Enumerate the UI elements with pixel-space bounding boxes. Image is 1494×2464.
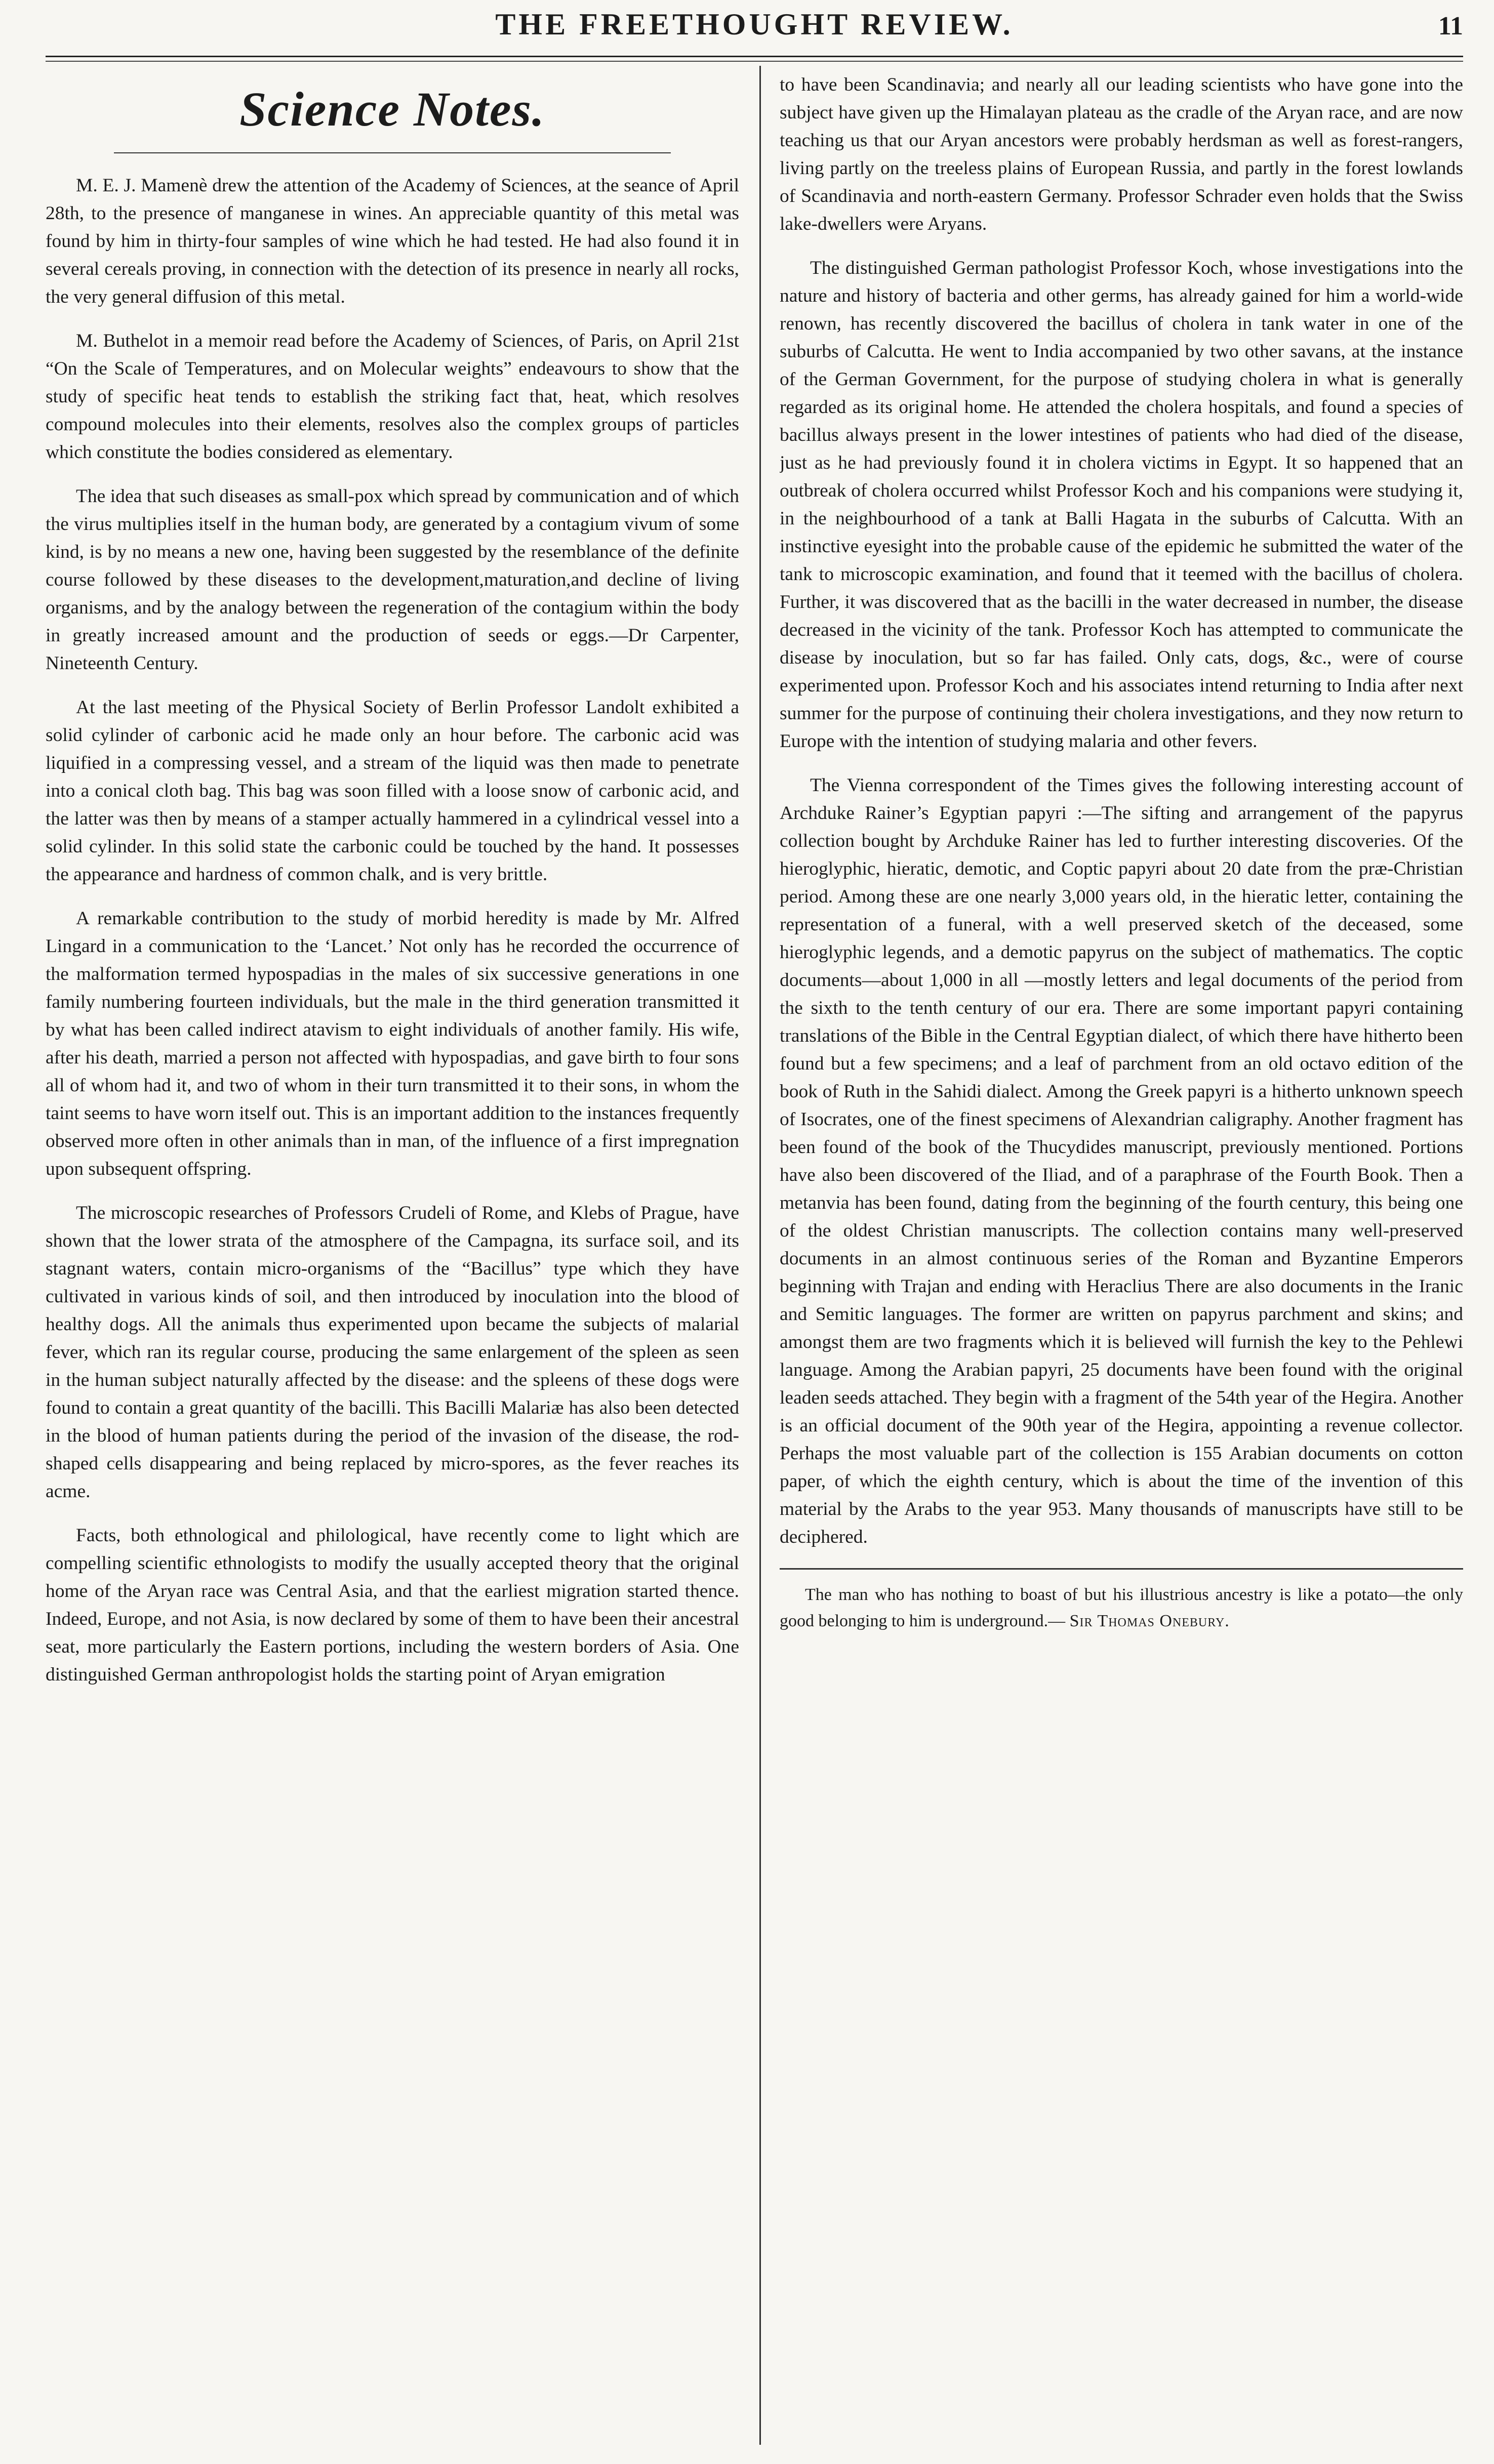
article-paragraph-papyri: The Vienna correspondent of the Times gives the following interesting account of Archduke Rainer’s Egyptian papyri :—The sifting and arrangement of the papyrus collection bought by Archduke Rainer has led to further interesting discoveries. Of the hieroglyphic, hieratic, demotic, and Coptic papyri about 20 date from the præ-Christian period. Among these are one nearly 3,000 years old, in the hieratic letter, containing the representation of a funeral, with a well preserved sketch of the deceased, some hieroglyphic legends, and a demotic papyrus on the subject of mathematics. The coptic documents—about 1,000 in all —mostly letters and legal documents of the period from the sixth to the tenth century of our era. There are some important papyri containing translations of the Bible in the Central Egyptian dialect, of which there have hitherto been found but a few specimens; and a leaf of parchment from an old octavo edition of the book of Ruth in the Sahidi dialect. Among the Greek papyri is a hitherto unknown speech of Isocrates, one of the finest specimens of Alexandrian caligraphy. Another fragment has been found of the book of the Thucydides manuscript, previously mentioned. Portions have also been discovered of the Iliad, and of a paraphrase of the Fourth Book. Then a metanvia has been found, dating from the beginning of the fourth century, this being one of the oldest Christian manuscripts. The collection contains many well-preserved documents in an almost continuous series of the Roman and Byzantine Emperors beginning with Trajan and ending with Heraclius There are also documents in the Iranic and Semitic languages. The former are written on papyrus parchment and skins; and amongst them are two fragments which it is believed will furnish the key to the Pehlewi language. Among the Arabian papyri, 25 documents have been found with the original leaden seeds attached. They begin with a fragment of the 54th year of the Hegira. Another is an official document of the 90th year of the Hegira, appointing a revenue collector. Perhaps the most valuable part of the collection is 155 Arabian documents on cotton paper, of which the eighth century, which is about the time of the invention of this material by the Arabs to the year 953. Many thousands of manuscripts have still to be deciphered. [780,775,1463,1547]
header-rule-secondary [46,61,1463,62]
article-paragraph-manganese: M. E. J. Mamenè drew the attention of the Academy of Sciences, at the seance of April 28th, to the presence of manganese in wines. An appreciable quantity of this metal was found by him in thirty-four samples of wine which he had tested. He had also found it in several cereals proving, in connection with the detection of its presence in nearly all rocks, the very general diffusion of this metal. [46,175,739,307]
section-heading: Science Notes. [239,82,545,136]
article-paragraph-aryan: Facts, both ethnological and philological, have recently come to light which are compelling scientific ethnologists to modify the usually accepted theory that the original home of the Aryan race was Central Asia, and that the earliest migration started thence. Indeed, Europe, and not Asia, is now declared by some of them to have been their ancestral seat, more particularly the Eastern portions, including the western borders of Asia. One distinguished German anthropologist holds the starting point of Aryan emigration [46,1525,739,1685]
column-divider [759,66,761,2445]
page-number: 11 [1438,12,1463,40]
article-paragraph-temperatures: M. Buthelot in a memoir read before the Academy of Sciences, of Paris, on April 21st “On the Scale of Temperatures, and on Molecular weights” endeavours to show that the study of specific heat tends to establish the striking fact that, heat, which resolves compound molecules into their elements, resolves also the complex groups of particles which constitute the bodies considered as elementary. [46,331,739,463]
article-paragraph-aryan-continued: to have been Scandinavia; and nearly all our leading scientists who have gone into the subject have given up the Himalayan plateau as the cradle of the Aryan race, and are now teaching us that our Aryan ancestors were probably herdsman as well as forest-rangers, living partly on the treeless plains of European Russia, and partly in the forest lowlands of Scandinavia and north-eastern Germany. Professor Schrader even holds that the Swiss lake-dwellers were Aryans. [780,74,1463,234]
article-paragraph-cholera: The distinguished German pathologist Professor Koch, whose investigations into the nature and history of bacteria and other germs, has already gained for him a world-wide renown, has recently discovered the bacillus of cholera in tank water in one of the suburbs of Calcutta. He went to India accompanied by two other savans, at the instance of the German Government, for the purpose of studying cholera in what is generally regarded as its original home. He attended the cholera hospitals, and found a species of bacillus always present in the lower intestines of patients who had died of the disease, just as he had previously found it in cholera victims in Egypt. It so happened that an outbreak of cholera occurred whilst Professor Koch and his companions were studying it, in the neighbourhood of a tank at Balli Hagata in the suburbs of Calcutta. With an instinctive eyesight into the probable cause of the epidemic he submitted the water of the tank to microscopic examination, and found that it teemed with the bacillus of cholera. Further, it was discovered that as the bacilli in the water decreased in number, the disease decreased in the vicinity of the tank. Professor Koch has attempted to communicate the disease by inoculation, but so far has failed. Only cats, dogs, &c., were of course experimented upon. Professor Koch and his associates intend returning to India after next summer for the purpose of continuing their cholera investigations, and they now return to Europe with the intention of studying malaria and other fevers. [780,258,1463,752]
footnote-rule [780,1568,1463,1570]
article-paragraph-malaria: The microscopic researches of Professors Crudeli of Rome, and Klebs of Prague, have shown that the lower strata of the atmosphere of the Campagna, its surface soil, and its stagnant waters, contain micro-organisms of the “Bacillus” type which they have cultivated in various kinds of soil, and then introduced by inoculation into the blood of healthy dogs. All the animals thus experimented upon became the subjects of malarial fever, which ran its regular course, producing the same enlargement of the spleen as seen in the human subject naturally affected by the disease: and the spleens of these dogs were found to contain a great quantity of the bacilli. This Bacilli Malariæ has also been detected in the blood of human patients during the period of the invasion of the disease, the rod-shaped cells disappearing and being replaced by micro-spores, as the fever reaches its acme. [46,1203,739,1502]
right-column [780,71,1463,2450]
masthead [46,4,1463,50]
article-paragraph-heredity: A remarkable contribution to the study of morbid heredity is made by Mr. Alfred Lingard in a communication to the ‘Lancet.’ Not only has he recorded the occurrence of the malformation termed hypospadias in the males of six successive generations in one family numbering fourteen individuals, but the male in the third generation transmitted it by what has been called indirect atavism to eight individuals of another family. His wife, after his death, married a person not affected with hypospadias, and gave birth to four sons all of whom had it, and two of whom in their turn transmitted it to their sons, in whom the taint seems to have worn itself out. This is an important addition to the instances frequently observed more often in other animals than in man, of the influence of a first impregnation upon subsequent offspring. [46,908,739,1179]
article-paragraph-contagium: The idea that such diseases as small-pox which spread by communication and of which the virus multiplies itself in the human body, are generated by a contagium vivum of some kind, is by no means a new one, having been suggested by the resemblance of the definite course followed by these diseases to the development,maturation,and decline of living organisms, and by the analogy between the regeneration of the contagium within the body in greatly increased amount and the production of seeds or eggs.—Dr Carpenter, Nineteenth Century. [46,486,739,674]
article-paragraph-carbonic-acid: At the last meeting of the Physical Society of Berlin Professor Landolt exhibited a solid cylinder of carbonic acid he made only an hour before. The carbonic acid was liquified in a compressing vessel, and a stream of the liquid was then made to penetrate into a conical cloth bag. This bag was soon filled with a loose snow of carbonic acid, and the latter was then by means of a stamper actually hammered in a cylindrical vessel into a solid cylinder. In this solid state the carbonic could be touched by the hand. It possesses the appearance and hardness of common chalk, and is very brittle. [46,697,739,885]
heading-rule [114,152,671,153]
publication-title: THE FREETHOUGHT REVIEW. [495,8,1014,41]
footnote-attribution: Sir Thomas Onebury. [1069,1612,1230,1630]
footnote-text: The man who has nothing to boast of but his illustrious ancestry is like a potato—the only good belonging to him is underground.— [780,1585,1463,1630]
header-rule [46,56,1463,57]
footnote-quote [780,1582,1463,1634]
left-column [46,71,739,2450]
